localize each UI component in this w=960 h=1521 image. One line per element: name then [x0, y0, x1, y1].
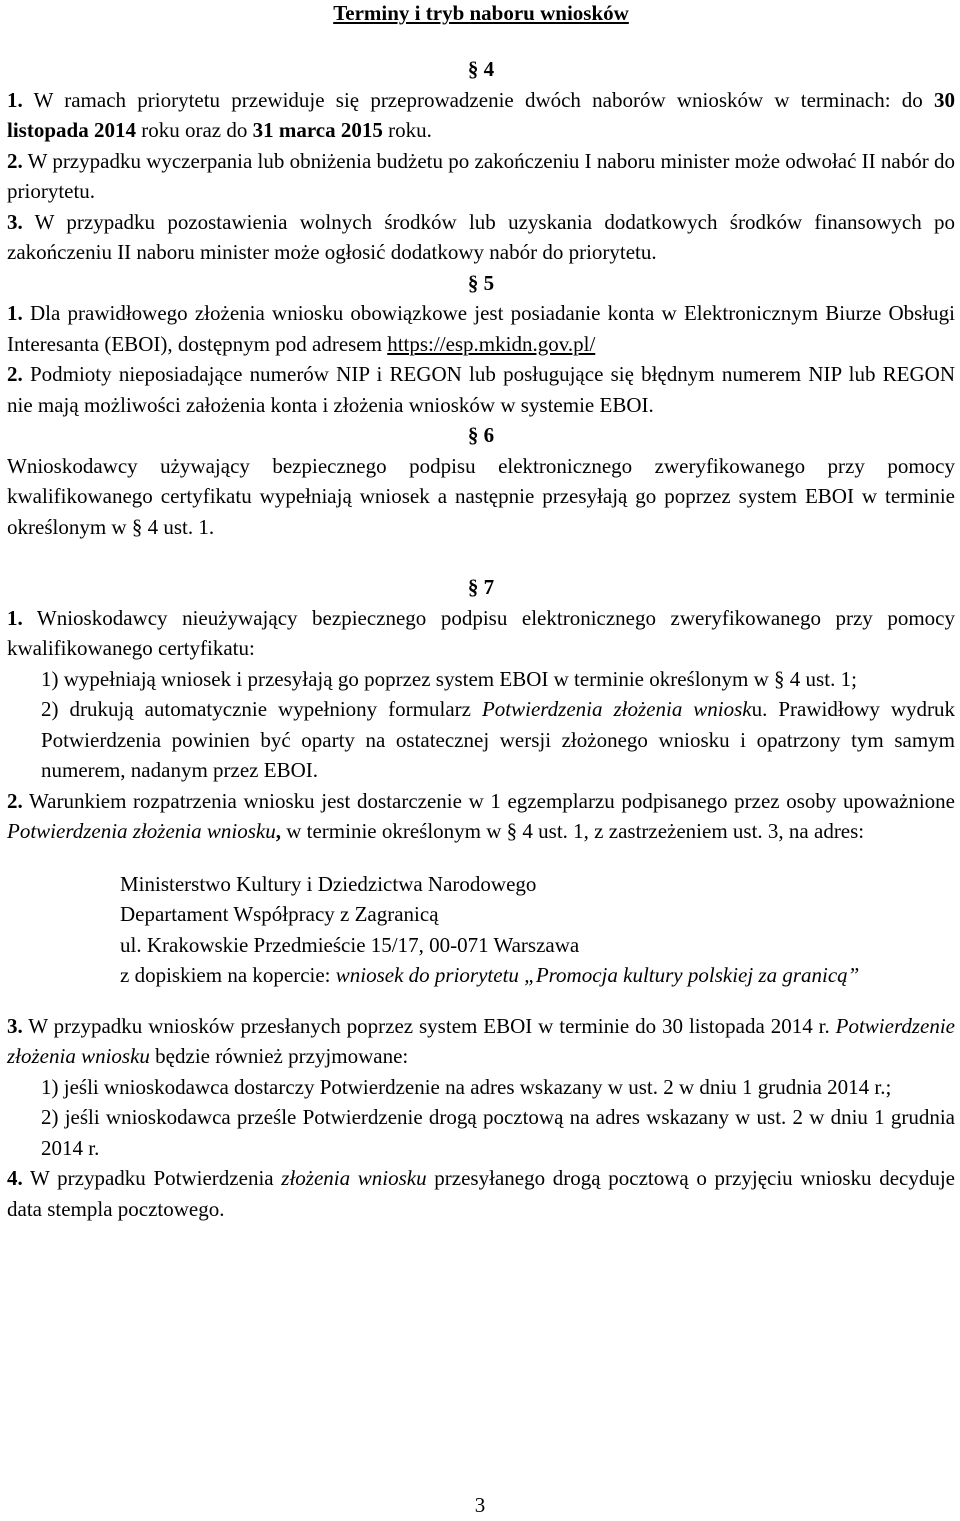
paragraph-4-2: 2. W przypadku wyczerpania lub obniżenia budżetu po zakończeniu I naboru minister może odwołać II nabór do priorytetu. — [7, 148, 955, 203]
eboi-link[interactable]: https://esp.mkidn.gov.pl/ — [387, 331, 596, 356]
paragraph-number: 2. — [7, 788, 23, 813]
document-title: Terminy i tryb naboru wniosków — [333, 1, 629, 25]
paragraph-number: 2. — [7, 148, 23, 173]
section-heading-6: § 6 — [467, 423, 495, 447]
list-item-7-1-2: 2) drukują automatycznie wypełniony formularz Potwierdzenia złożenia wniosku. Prawidłowy wydruk Potwierdzenia powinien być oparty na ostatecznej wersji złożonego wniosku i opatrzony tym samym numerem, nadanym przez EBOI. — [41, 697, 956, 782]
page-number: 3 — [474, 1493, 486, 1517]
paragraph-7-3: 3. W przypadku wniosków przesłanych poprzez system EBOI w terminie do 30 listopada 2014 r. Potwierdzenie złożenia wniosku będzie również przyjmowane: — [7, 1013, 955, 1068]
document-page — [7, 0, 955, 1224]
paragraph-6: Wnioskodawcy używający bezpiecznego podpisu elektronicznego zweryfikowanego przy pomocy kwalifikowanego certyfikatu wypełniają wniosek a następnie przesyłają go poprzez system EBOI w terminie określonym w § 4 ust. 1. — [7, 453, 955, 539]
paragraph-5-2: 2. Podmioty nieposiadające numerów NIP i REGON lub posługujące się błędnym numerem NIP lub REGON nie mają możliwości założenia konta i złożenia wniosków w systemie EBOI. — [7, 362, 955, 417]
paragraph-number: 3. — [7, 1013, 23, 1038]
paragraph-number: 1. — [7, 605, 23, 630]
list-item-7-3-1: 1) jeśli wnioskodawca dostarczy Potwierdzenie na adres wskazany w ust. 2 w dniu 1 grudnia 2014 r.; — [41, 1074, 892, 1099]
address-line-4: z dopiskiem na kopercie: wniosek do priorytetu „Promocja kultury polskiej za granicą” — [120, 963, 860, 987]
spacer — [7, 991, 955, 1011]
address-line-2: Departament Współpracy z Zagranicą — [120, 902, 439, 926]
paragraph-7-4: 4. W przypadku Potwierdzenia złożenia wniosku przesyłanego drogą pocztową o przyjęciu wniosku decyduje data stempla pocztowego. — [7, 1166, 955, 1221]
section-heading-4: § 4 — [467, 57, 495, 81]
paragraph-5-1: 1. Dla prawidłowego złożenia wniosku obowiązkowe jest posiadanie konta w Elektronicznym Biurze Obsługi Interesanta (EBOI), dostępnym pod adresem https://esp.mkidn.gov.pl/ — [7, 301, 955, 356]
paragraph-7-1: 1. Wnioskodawcy nieużywający bezpiecznego podpisu elektronicznego zweryfikowanego przy pomocy kwalifikowanego certyfikatu: — [7, 605, 955, 660]
paragraph-number: 1. — [7, 301, 23, 325]
paragraph-number: 2. — [7, 362, 23, 386]
paragraph-number: 1. — [7, 87, 23, 112]
paragraph-7-2: 2. Warunkiem rozpatrzenia wniosku jest dostarczenie w 1 egzemplarzu podpisanego przez osoby upoważnione Potwierdzenia złożenia wniosku, w terminie określonym w § 4 ust. 1, z zastrzeżeniem ust. 3, na adres: — [7, 788, 955, 843]
list-item-7-3-2: 2) jeśli wnioskodawca prześle Potwierdzenie drogą pocztową na adres wskazany w ust. 2 w dniu 1 grudnia 2014 r. — [41, 1105, 955, 1160]
list-item-7-1-1: 1) wypełniają wniosek i przesyłają go poprzez system EBOI w terminie określonym w § 4 ust. 1; — [41, 666, 857, 691]
section-heading-5: § 5 — [467, 270, 495, 295]
paragraph-number: 4. — [7, 1166, 23, 1190]
address-line-1: Ministerstwo Kultury i Dziedzictwa Narodowego — [120, 871, 537, 896]
section-heading-7: § 7 — [467, 575, 495, 599]
paragraph-4-1: 1. W ramach priorytetu przewiduje się przeprowadzenie dwóch naborów wniosków w terminach: do 30 listopada 2014 roku oraz do 31 marca 2015 roku. — [7, 87, 955, 142]
paragraph-4-3: 3. W przypadku pozostawienia wolnych środków lub uzyskania dodatkowych środków finansowych po zakończeniu II naboru minister może ogłosić dodatkowy nabór do priorytetu. — [7, 209, 955, 264]
address-line-3: ul. Krakowskie Przedmieście 15/17, 00-071 Warszawa — [120, 932, 580, 957]
paragraph-number: 3. — [7, 209, 23, 234]
spacer — [7, 847, 955, 869]
